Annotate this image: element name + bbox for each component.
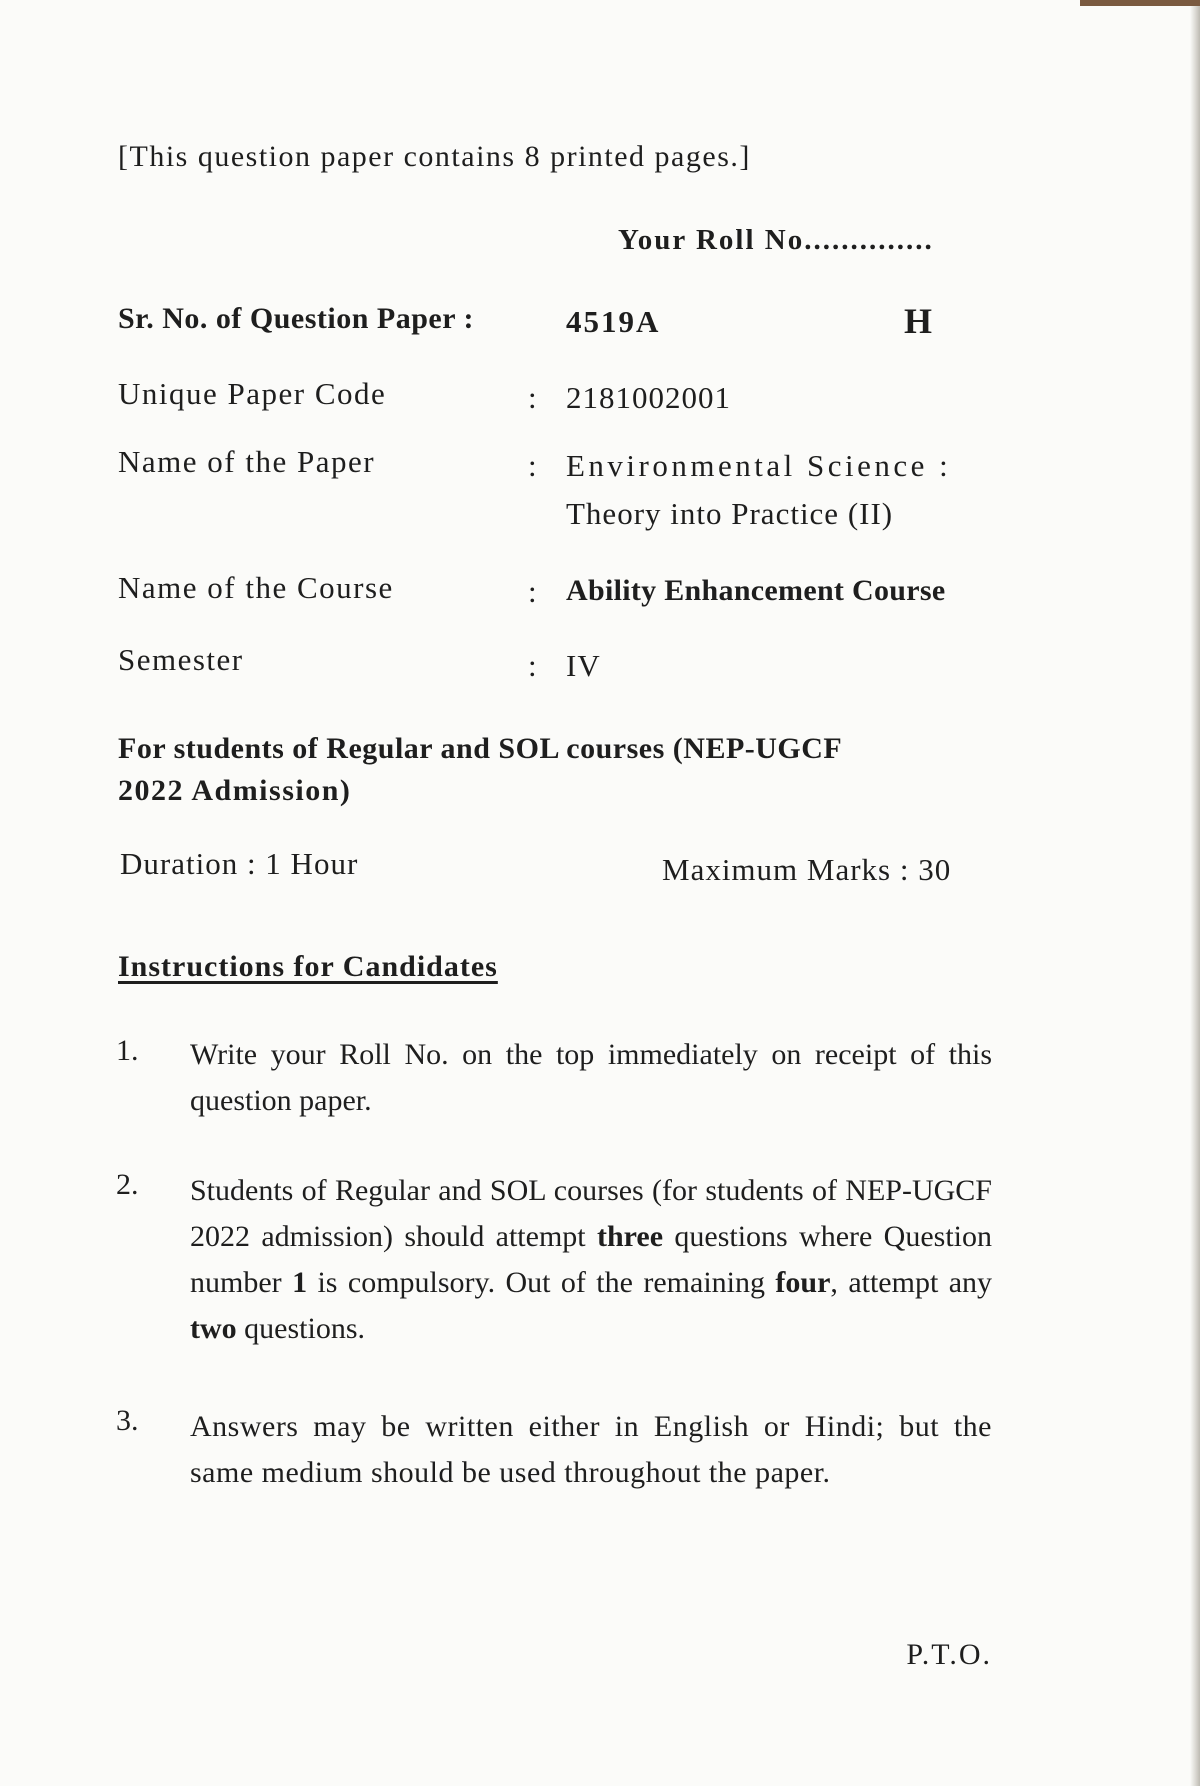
audience-heading xyxy=(118,728,994,812)
sr-no-label: Sr. No. of Question Paper : xyxy=(118,302,475,335)
unique-code-label: Unique Paper Code xyxy=(118,376,387,411)
please-turn-over: P.T.O. xyxy=(906,1638,992,1671)
maximum-marks: Maximum Marks : 30 xyxy=(662,852,952,887)
paper-name-line1: Environmental Science : xyxy=(566,448,952,483)
paper-edge xyxy=(1190,0,1200,1786)
set-code: H xyxy=(904,301,933,341)
duration: Duration : 1 Hour xyxy=(120,846,359,881)
sr-no-value: 4519A xyxy=(566,304,661,339)
page-count-note: [This question paper contains 8 printed pages.] xyxy=(118,140,751,173)
paper-name-colon: : xyxy=(528,448,537,483)
instruction-2-text: Students of Regular and SOL courses (for students of NEP-UGCF 2022 admission) should attempt three questions where Question number 1 is compulsory. Out of the remaining four, attempt any two questions. xyxy=(190,1174,993,1345)
instruction-3-number: 3. xyxy=(116,1404,139,1437)
instruction-1-number: 1. xyxy=(116,1034,139,1067)
paper-name-label: Name of the Paper xyxy=(118,444,376,479)
semester-colon: : xyxy=(528,648,537,683)
audience-line-2: 2022 Admission) xyxy=(118,774,352,807)
instruction-2-number: 2. xyxy=(116,1168,139,1201)
instruction-1-text: Write your Roll No. on the top immediately on receipt of this question paper. xyxy=(190,1038,992,1117)
course-name-label: Name of the Course xyxy=(118,570,394,605)
unique-code-value: 2181002001 xyxy=(566,380,731,415)
instructions-title: Instructions for Candidates xyxy=(118,950,498,983)
course-name-colon: : xyxy=(528,574,537,609)
roll-number-field: Your Roll No.............. xyxy=(618,224,934,256)
semester-value: IV xyxy=(566,648,601,683)
instruction-3-text: Answers may be written either in English or Hindi; but the same medium should be used throughout the paper. xyxy=(190,1410,992,1489)
unique-code-colon: : xyxy=(528,380,537,415)
audience-line-1: For students of Regular and SOL courses (NEP-UGCF xyxy=(118,732,843,765)
semester-label: Semester xyxy=(118,642,244,677)
paper-corner xyxy=(1080,0,1200,6)
course-name-value: Ability Enhancement Course xyxy=(566,574,946,607)
paper-name-line2: Theory into Practice (II) xyxy=(566,496,894,531)
